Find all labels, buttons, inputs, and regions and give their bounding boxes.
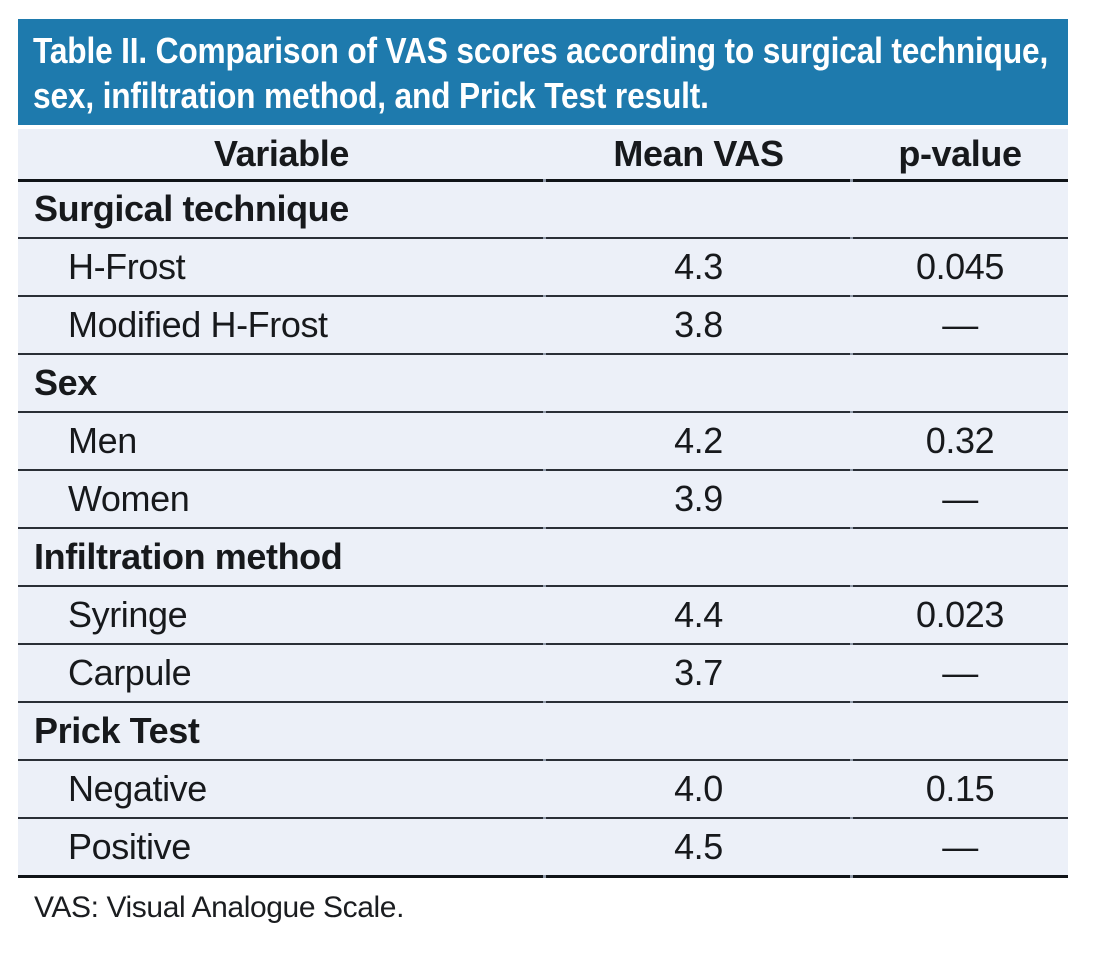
table-title-bar — [18, 19, 1068, 125]
group-empty-mean-cell — [545, 354, 852, 412]
column-header-mean-vas: Mean VAS — [545, 129, 852, 180]
p-value-cell: 0.023 — [852, 586, 1068, 644]
group-header-row — [18, 702, 1068, 760]
variable-cell: Negative — [18, 760, 545, 818]
column-header-row — [18, 129, 1068, 180]
group-header-row — [18, 354, 1068, 412]
mean-vas-cell: 3.7 — [545, 644, 852, 702]
data-row — [18, 412, 1068, 470]
table-figure — [18, 19, 1068, 925]
table-title: Table II. Comparison of VAS scores according to surgical technique, sex, infiltration method, and Prick Test result. — [33, 30, 1049, 116]
vas-table-body — [18, 180, 1068, 876]
column-header-variable: Variable — [18, 129, 545, 180]
group-empty-p-cell — [852, 354, 1068, 412]
group-label-cell: Sex — [18, 354, 545, 412]
p-value-cell: — — [852, 644, 1068, 702]
data-row — [18, 644, 1068, 702]
p-value-cell: — — [852, 818, 1068, 876]
group-empty-p-cell — [852, 180, 1068, 238]
p-value-cell: — — [852, 296, 1068, 354]
mean-vas-cell: 4.2 — [545, 412, 852, 470]
data-row — [18, 760, 1068, 818]
variable-cell: Modified H-Frost — [18, 296, 545, 354]
group-empty-mean-cell — [545, 180, 852, 238]
p-value-cell: 0.045 — [852, 238, 1068, 296]
p-value-cell: — — [852, 470, 1068, 528]
data-row — [18, 586, 1068, 644]
group-label-cell: Surgical technique — [18, 180, 545, 238]
variable-cell: H-Frost — [18, 238, 545, 296]
group-empty-mean-cell — [545, 528, 852, 586]
table-footnote: VAS: Visual Analogue Scale. — [34, 890, 405, 924]
data-row — [18, 238, 1068, 296]
mean-vas-cell: 4.5 — [545, 818, 852, 876]
group-label-cell: Prick Test — [18, 702, 545, 760]
data-row — [18, 818, 1068, 876]
p-value-cell: 0.32 — [852, 412, 1068, 470]
variable-cell: Women — [18, 470, 545, 528]
table-header — [18, 129, 1068, 180]
data-row — [18, 470, 1068, 528]
mean-vas-cell: 4.0 — [545, 760, 852, 818]
column-header-p-value: p-value — [852, 129, 1068, 180]
group-header-row — [18, 180, 1068, 238]
group-empty-p-cell — [852, 528, 1068, 586]
mean-vas-cell: 3.9 — [545, 470, 852, 528]
mean-vas-cell: 4.3 — [545, 238, 852, 296]
group-label-cell: Infiltration method — [18, 528, 545, 586]
mean-vas-cell: 4.4 — [545, 586, 852, 644]
variable-cell: Carpule — [18, 644, 545, 702]
group-header-row — [18, 528, 1068, 586]
data-row — [18, 296, 1068, 354]
group-empty-p-cell — [852, 702, 1068, 760]
variable-cell: Men — [18, 412, 545, 470]
p-value-cell: 0.15 — [852, 760, 1068, 818]
variable-cell: Positive — [18, 818, 545, 876]
group-empty-mean-cell — [545, 702, 852, 760]
vas-comparison-table — [18, 129, 1068, 878]
mean-vas-cell: 3.8 — [545, 296, 852, 354]
variable-cell: Syringe — [18, 586, 545, 644]
